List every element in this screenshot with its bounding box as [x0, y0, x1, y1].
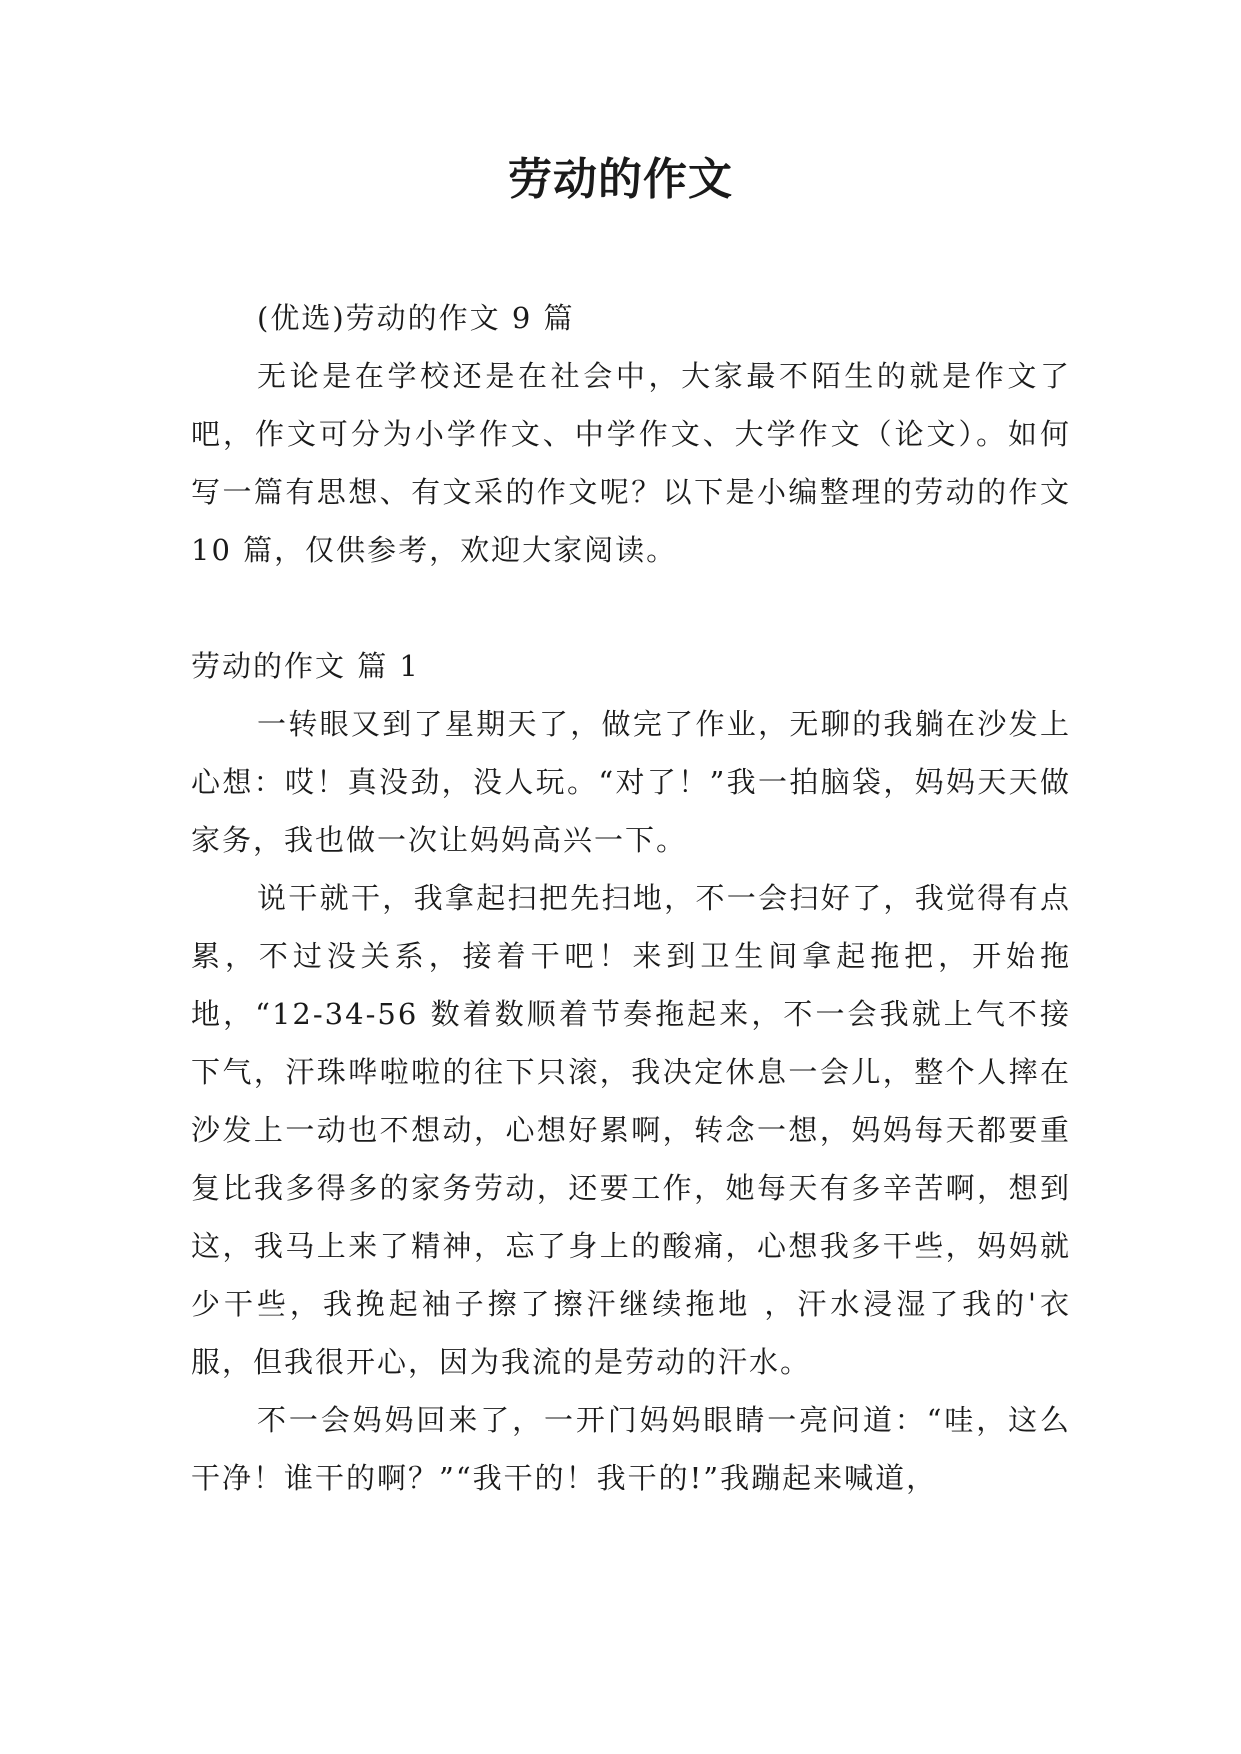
section-heading: 劳动的作文 篇 1: [191, 649, 420, 683]
body-paragraph: 一转眼又到了星期天了，做完了作业，无聊的我躺在沙发上心想：哎！真没劲，没人玩。“对了！”我一拍脑袋，妈妈天天做家务，我也做一次让妈妈高兴一下。: [191, 707, 1071, 857]
document-title: 劳动的作文: [508, 154, 733, 205]
document-body: [191, 289, 1071, 1507]
body-paragraph: 说干就干，我拿起扫把先扫地，不一会扫好了，我觉得有点累，不过没关系，接着干吧！来到卫生间拿起拖把，开始拖地，“12-34-56 数着数顺着节奏拖起来，不一会我就上气不接下气，汗珠哗啦啦的往下只滚，我决定休息一会儿，整个人摔在沙发上一动也不想动，心想好累啊，转念一想，妈妈每天都要重复比我多得多的家务劳动，还要工作，她每天有多辛苦啊，想到这，我马上来了精神，忘了身上的酸痛，心想我多干些，妈妈就少干些，我挽起袖子擦了擦汗继续拖地 ，汗水浸湿了我的'衣服，但我很开心，因为我流的是劳动的汗水。: [191, 881, 1071, 1379]
document-subtitle: (优选)劳动的作文 9 篇: [257, 301, 575, 335]
intro-paragraph: 无论是在学校还是在社会中，大家最不陌生的就是作文了吧，作文可分为小学作文、中学作文、大学作文（论文）。如何写一篇有思想、有文采的作文呢？以下是小编整理的劳动的作文 10 篇，仅供参考，欢迎大家阅读。: [191, 359, 1071, 567]
body-paragraph: 不一会妈妈回来了，一开门妈妈眼睛一亮问道：“哇，这么干净！谁干的啊？”“我干的！我干的!”我蹦起来喊道，: [191, 1403, 1071, 1495]
section-spacer: [191, 579, 1071, 637]
